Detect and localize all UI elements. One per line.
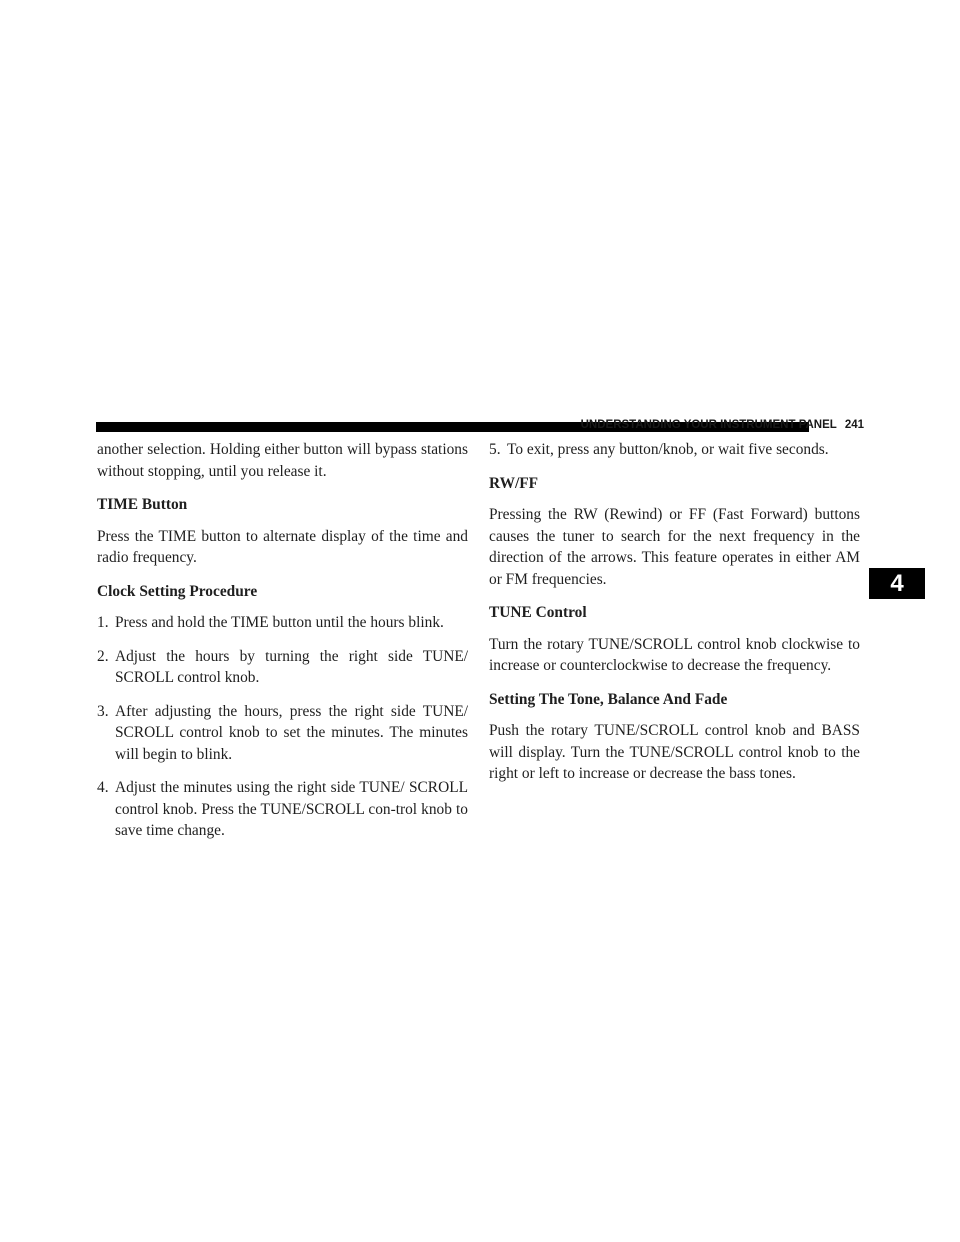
list-number: 3. bbox=[97, 702, 109, 720]
list-number: 5. bbox=[489, 441, 501, 458]
clock-setting-heading: Clock Setting Procedure bbox=[97, 582, 258, 600]
tune-control-paragraph: Turn the rotary TUNE/SCROLL control knob clockwise to increase or counterclockwise to decrease the frequency. bbox=[489, 635, 860, 674]
running-header bbox=[581, 419, 864, 431]
list-item bbox=[97, 701, 468, 766]
left-column bbox=[97, 439, 468, 854]
list-item bbox=[489, 439, 860, 461]
rwff-paragraph: Pressing the RW (Rewind) or FF (Fast Forward) buttons causes the tuner to search for the next frequency in the direction of the arrows. This feature operates in either AM or FM frequencies. bbox=[489, 506, 860, 588]
list-item bbox=[97, 646, 468, 689]
list-number: 2. bbox=[97, 647, 109, 665]
right-column bbox=[489, 439, 860, 797]
list-text: After adjusting the hours, press the right side TUNE/ SCROLL control knob to set the minutes. The minutes will begin to blink. bbox=[115, 702, 468, 763]
list-text: To exit, press any button/knob, or wait five seconds. bbox=[507, 441, 829, 458]
rwff-heading: RW/FF bbox=[489, 474, 539, 492]
list-number: 4. bbox=[97, 779, 109, 796]
list-text: Adjust the minutes using the right side TUNE/ SCROLL control knob. Press the TUNE/SCROLL con-trol knob to save time change. bbox=[115, 779, 468, 839]
time-button-paragraph: Press the TIME button to alternate display of the time and radio frequency. bbox=[97, 527, 468, 566]
chapter-tab: 4 bbox=[869, 568, 925, 599]
tune-control-heading: TUNE Control bbox=[489, 604, 587, 621]
list-item bbox=[97, 777, 468, 842]
section-title: UNDERSTANDING YOUR INSTRUMENT PANEL bbox=[580, 419, 837, 431]
time-button-heading: TIME Button bbox=[97, 496, 188, 513]
list-text: Adjust the hours by turning the right side TUNE/ SCROLL control knob. bbox=[115, 647, 468, 686]
tone-paragraph: Push the rotary TUNE/SCROLL control knob and BASS will display. Turn the TUNE/SCROLL control knob to the right or left to increase or decrease the bass tones. bbox=[489, 722, 860, 782]
page-number: 241 bbox=[844, 419, 864, 431]
intro-paragraph: another selection. Holding either button will bypass stations without stopping, until you release it. bbox=[97, 441, 468, 480]
list-number: 1. bbox=[97, 614, 109, 631]
list-text: Press and hold the TIME button until the hours blink. bbox=[115, 614, 444, 631]
tone-heading: Setting The Tone, Balance And Fade bbox=[489, 690, 728, 708]
list-item bbox=[97, 612, 468, 634]
